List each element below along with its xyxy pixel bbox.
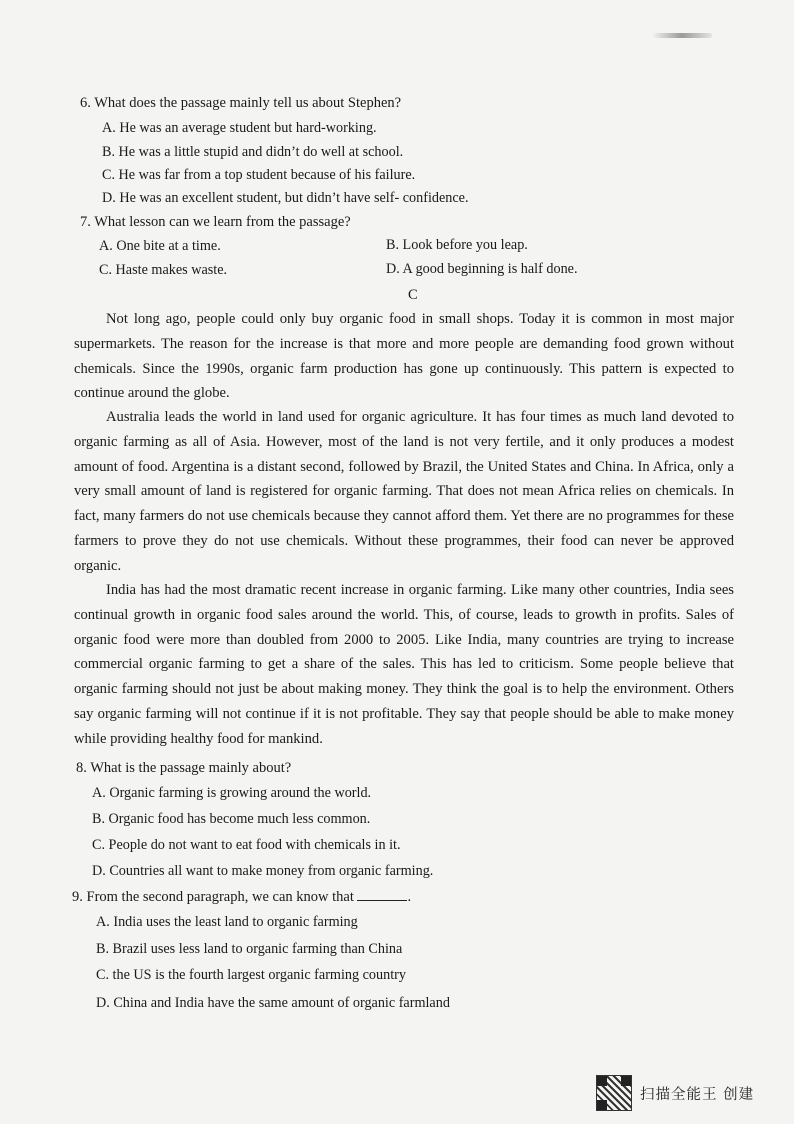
question-9-end: . bbox=[407, 889, 412, 905]
question-8-option-a: A. Organic farming is growing around the world. bbox=[92, 785, 372, 801]
answer-blank bbox=[357, 900, 407, 901]
question-6-option-a: A. He was an average student but hard-working. bbox=[102, 120, 377, 136]
question-9-option-a: A. India uses the least land to organic farming bbox=[96, 914, 358, 930]
question-8-option-d: D. Countries all want to make money from organic farming. bbox=[92, 863, 434, 879]
question-7-option-c: C. Haste makes waste. bbox=[99, 262, 228, 278]
question-7-option-a: A. One bite at a time. bbox=[99, 238, 221, 254]
question-8-option-c: C. People do not want to eat food with chemicals in it. bbox=[92, 837, 401, 853]
question-8: 8. What is the passage mainly about? bbox=[76, 760, 292, 776]
question-6-option-b: B. He was a little stupid and didn’t do well at school. bbox=[102, 144, 404, 160]
question-6-option-d: D. He was an excellent student, but didn’t have self- confidence. bbox=[102, 190, 469, 206]
question-6: 6. What does the passage mainly tell us about Stephen? bbox=[80, 95, 402, 111]
question-7-option-d: D. A good beginning is half done. bbox=[386, 261, 578, 277]
qr-code-icon bbox=[596, 1075, 632, 1111]
question-8-option-b: B. Organic food has become much less common. bbox=[92, 811, 371, 827]
passage-paragraph-1: Not long ago, people could only buy organic food in small shops. Today it is common in most major supermarkets. The reason for the increase is that more and more people are demanding food grown without chemicals. Since the 1990s, organic farm production has gone up continuously. This pattern is expected to continue around the globe. bbox=[74, 311, 734, 402]
question-6-option-c: C. He was far from a top student because of his failure. bbox=[102, 167, 416, 183]
question-9-option-b: B. Brazil uses less land to organic farming than China bbox=[96, 941, 403, 957]
question-7: 7. What lesson can we learn from the passage? bbox=[80, 214, 351, 230]
passage-paragraph-3: India has had the most dramatic recent increase in organic farming. Like many other countries, India sees continual growth in organic food sales around the world. This, of course, leads to growth in profits. Sales of organic food were more than doubled from 2000 to 2005. Like India, many countries are trying to increase commercial organic farming to get a share of the sales. This has led to criticism. Some people believe that organic farming should not just be about making money. They think the goal is to help the environment. Others say organic farming will not continue if it is not profitable. They say that people should be able to make money while providing healthy food for mankind. bbox=[74, 582, 734, 747]
passage-paragraph-2: Australia leads the world in land used for organic agriculture. It has four times as much land devoted to organic farming as all of Asia. However, most of the land is not very fertile, and it only produces a modest amount of food. Argentina is a distant second, followed by Brazil, the United States and China. In Africa, only a very small amount of land is registered for organic farming. That does not mean Africa relies on chemicals. In fact, many farmers do not use chemicals because they cannot afford them. Yet there are no programmes for these farmers to prove they do not use chemicals. Without these programmes, their food can never be approved organic. bbox=[74, 409, 734, 574]
watermark-text: 扫描全能王 创建 bbox=[640, 1086, 755, 1103]
scanner-watermark bbox=[596, 1075, 754, 1111]
scan-mark bbox=[652, 33, 712, 38]
question-9 bbox=[72, 889, 411, 906]
section-c-label: C bbox=[408, 287, 418, 303]
question-7-option-b: B. Look before you leap. bbox=[386, 237, 528, 253]
question-9-text: 9. From the second paragraph, we can know that bbox=[72, 889, 354, 905]
question-9-option-c: C. the US is the fourth largest organic farming country bbox=[96, 967, 406, 983]
question-9-option-d: D. China and India have the same amount of organic farmland bbox=[96, 995, 450, 1011]
